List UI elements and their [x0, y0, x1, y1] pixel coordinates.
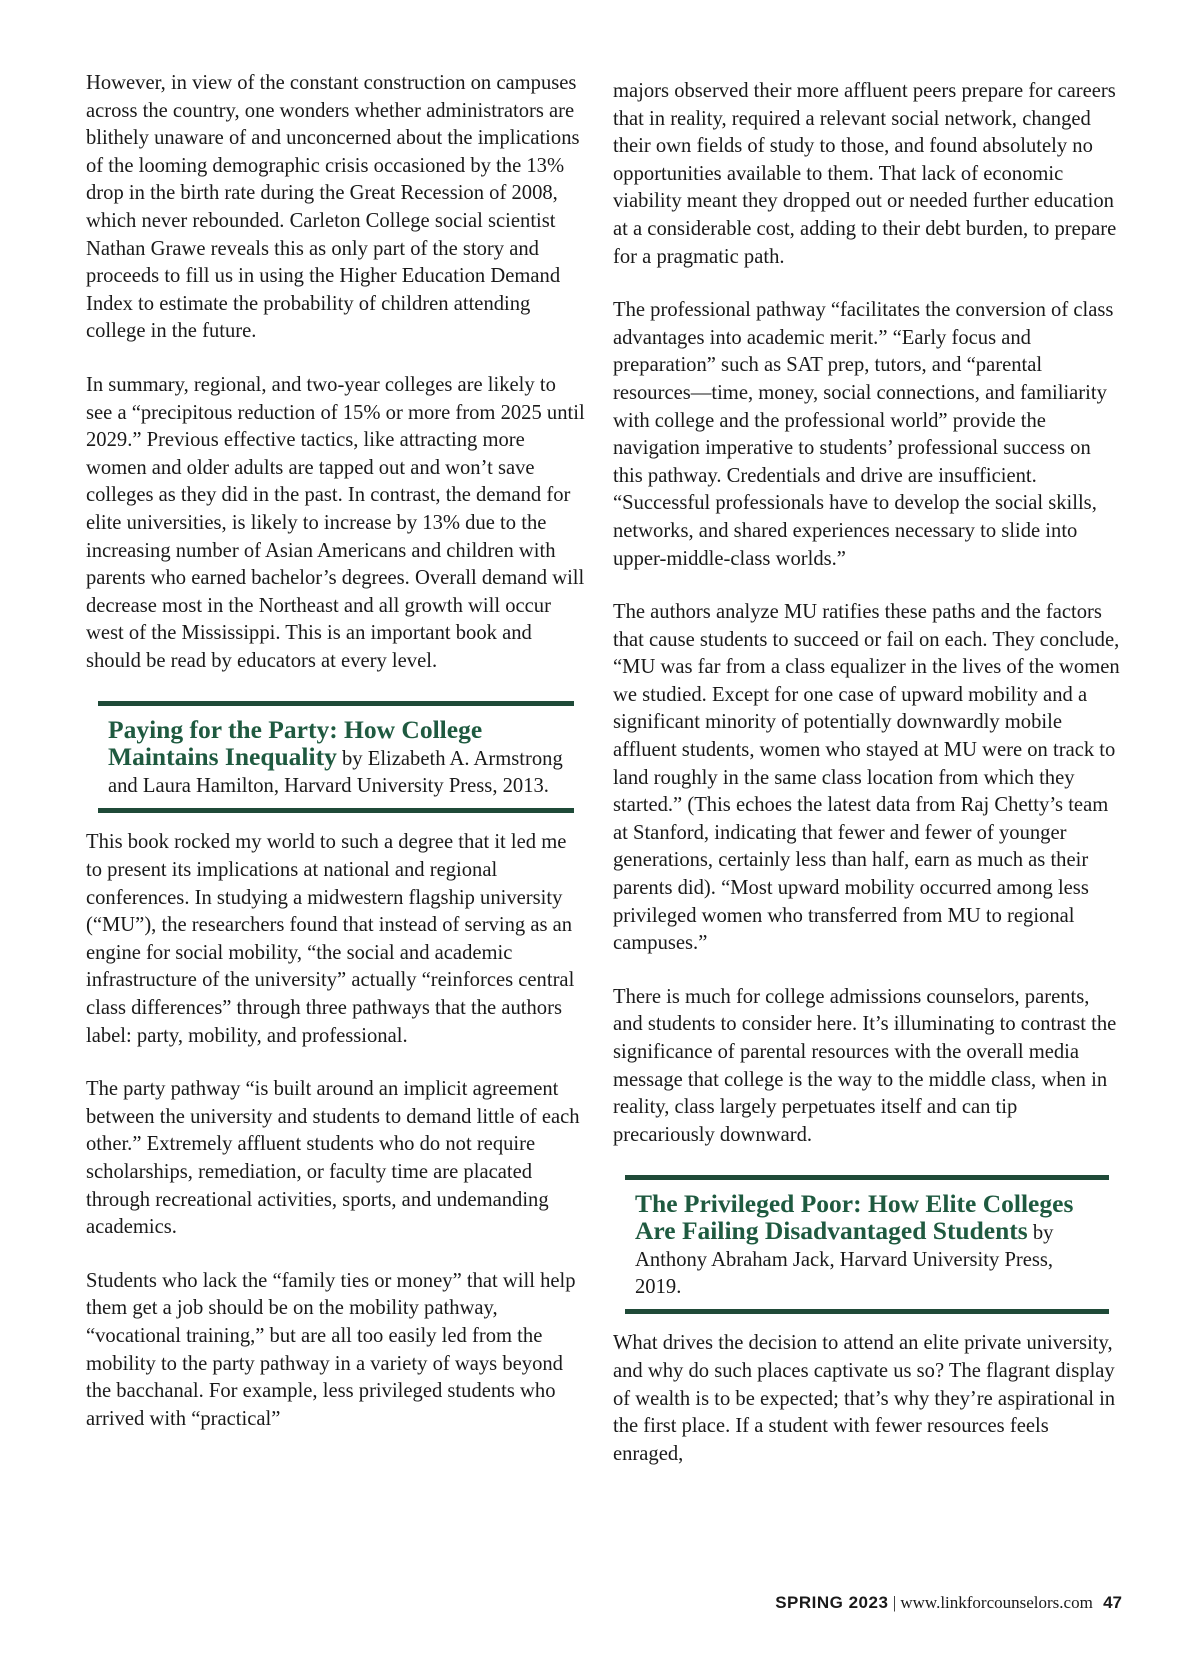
footer-separator: | [888, 1593, 901, 1612]
page-footer [775, 1593, 1122, 1613]
body-paragraph: The party pathway “is built around an implicit agreement between the university and students to demand little of each other.” Extremely affluent students who do not require scholarships, remediation, or faculty time are placated through recreational activities, sports, and undemanding academics. [86, 1078, 580, 1239]
left-column [86, 70, 586, 1459]
body-paragraph: This book rocked my world to such a degree that it led me to present its implications at national and regional conferences. In studying a midwestern flagship university (“MU”), the researchers found that instead of serving as an engine for social mobility, “the social and academic infrastructure of the university” actually “reinforces central class differences” through three pathways that the authors label: party, mobility, and professional. [86, 831, 575, 1047]
book-title: Paying for the Party: How College Maintains Inequality [108, 715, 483, 772]
body-paragraph: majors observed their more affluent peers prepare for careers that in reality, required a relevant social network, changed their own fields of study to those, and found absolutely no opportunities available to them. That lack of economic viability meant they dropped out or needed further education at a considerable cost, adding to their debt burden, to prepare for a pragmatic path. [613, 80, 1117, 268]
body-paragraph: In summary, regional, and two-year colleges are likely to see a “precipitous reduction of 15% or more from 2025 until 2029.” Previous effective tactics, like attracting more women and older adults are tapped out and won’t save colleges as they did in the past. In contrast, the demand for elite universities, is likely to increase by 13% due to the increasing number of Asian Americans and children with parents who earned bachelor’s degrees. Overall demand will decrease most in the Northeast and all growth will occur west of the Mississippi. This is an important book and should be read by educators at every level. [86, 373, 585, 672]
body-paragraph: However, in view of the constant construction on campuses across the country, one wonders whether administrators are blithely unaware of and unconcerned about the implications of the looming demographic crisis occasioned by the 13% drop in the birth rate during the Great Recession of 2008, which never rebounded. Carleton College social scientist Nathan Grawe reveals this as only part of the story and proceeds to fill us in using the Higher Education Demand Index to estimate the probability of children attending college in the future. [86, 72, 580, 343]
body-paragraph: The authors analyze MU ratifies these paths and the factors that cause students to succeed or fail on each. They conclude, “MU was far from a class equalizer in the lives of the women we studied. Except for one case of upward mobility and a significant minority of potentially downwardly mobile affluent students, women who stayed at MU were on track to land roughly in the same class location from which they started.” (This echoes the latest data from Raj Chetty’s team at Stanford, indicating that fewer and fewer of younger generations, certainly less than half, earn as much as their parents did). “Most upward mobility occurred among less privileged women who transferred from MU to regional campuses.” [613, 601, 1120, 955]
body-paragraph: Students who lack the “family ties or money” that will help them get a job should be on the mobility pathway, “vocational training,” but are all too easily led from the mobility to the party pathway in a variety of ways beyond the bacchanal. For example, less privileged students who arrived with “practical” [86, 1269, 576, 1430]
book-review-header [98, 701, 574, 813]
issue-season: SPRING 2023 [775, 1593, 889, 1612]
body-paragraph: There is much for college admissions counselors, parents, and students to consider here. It’s illuminating to contrast the significance of parental resources with the overall media message that college is the way to the middle class, when in reality, class largely perpetuates itself and can tip precariously downward. [613, 985, 1117, 1146]
book-byline: by Elizabeth A. Armstrong and Laura Hamilton, Harvard University Press, 2013. [108, 748, 563, 798]
page-number: 47 [1103, 1593, 1122, 1612]
body-paragraph: What drives the decision to attend an elite private university, and why do such places captivate us so? The flagrant display of wealth is to be expected; that’s why they’re aspirational in the first place. If a student with fewer resources feels enraged, [613, 1332, 1116, 1465]
right-column [613, 78, 1121, 1494]
book-review-header [625, 1175, 1109, 1314]
footer-url: www.linkforcounselors.com [900, 1593, 1093, 1612]
book-byline: by Anthony Abraham Jack, Harvard University Press, 2019. [635, 1222, 1054, 1299]
body-paragraph: The professional pathway “facilitates the conversion of class advantages into academic merit.” “Early focus and preparation” such as SAT prep, tutors, and “parental resources—time, money, social connections, and familiarity with college and the professional world” provide the navigation imperative to students’ professional success on this pathway. Credentials and drive are insufficient. “Successful professionals have to develop the social skills, networks, and shared experiences necessary to slide into upper-middle-class worlds.” [613, 299, 1114, 570]
book-title: The Privileged Poor: How Elite Colleges Are Failing Disadvantaged Students [635, 1189, 1074, 1246]
